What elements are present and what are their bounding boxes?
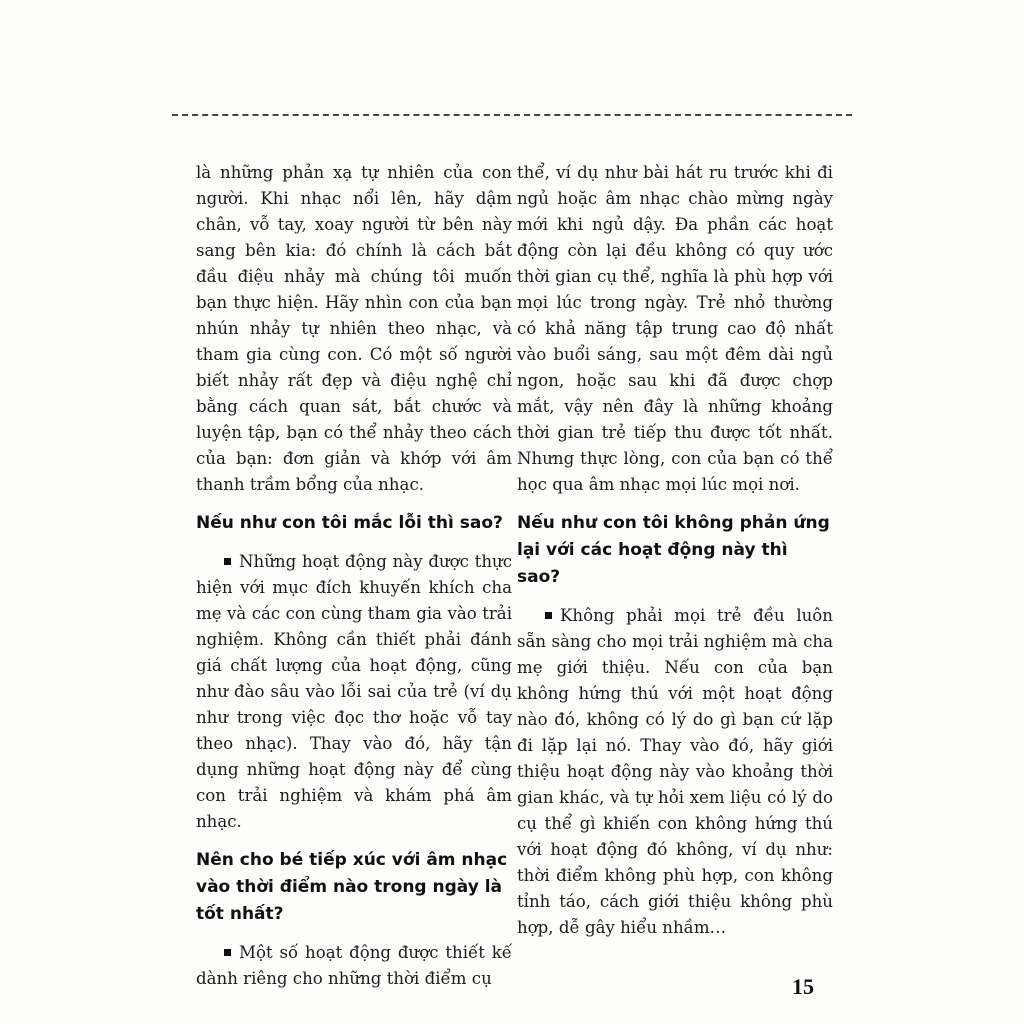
left-heading-mistakes: Nếu như con tôi mắc lỗi thì sao?	[196, 513, 503, 533]
page-number: 15	[792, 974, 814, 999]
left-bullet-text-2: Một số hoạt động được thiết kế dành riêng cho những thời điểm cụ	[196, 943, 512, 988]
right-column	[517, 160, 833, 941]
square-bullet-icon	[224, 558, 231, 565]
header-dashed-rule	[172, 114, 852, 116]
left-column	[196, 160, 512, 992]
square-bullet-icon	[545, 612, 552, 619]
left-bullet-paragraph-1	[196, 549, 512, 835]
left-heading-best-time: Nên cho bé tiếp xúc với âm nhạc vào thời điểm nào trong ngày là tốt nhất?	[196, 850, 508, 924]
left-bullet-paragraph-2	[196, 940, 512, 992]
square-bullet-icon	[224, 949, 231, 956]
left-intro-paragraph: là những phản xạ tự nhiên của con người. Khi nhạc nổi lên, hãy dậm chân, vỗ tay, xoay người từ bên này sang bên kia: đó chính là cách bắt đầu điệu nhảy mà chúng tôi muốn bạn thực hiện. Hãy nhìn con của bạn nhún nhảy tự nhiên theo nhạc, và tham gia cùng con. Có một số người biết nhảy rất đẹp và điệu nghệ chỉ bằng cách quan sát, bắt chước và luyện tập, bạn có thể nhảy theo cách của bạn: đơn giản và khớp với âm thanh trầm bổng của nhạc.	[196, 163, 512, 494]
right-bullet-paragraph-1	[517, 603, 833, 941]
right-intro-paragraph: thể, ví dụ như bài hát ru trước khi đi ngủ hoặc âm nhạc chào mừng ngày mới khi ngủ dậy. Đa phần các hoạt động còn lại đều không có quy ước thời gian cụ thể, nghĩa là phù hợp với mọi lúc trong ngày. Trẻ nhỏ thường có khả năng tập trung cao độ nhất vào buổi sáng, sau một đêm dài ngủ ngon, hoặc sau khi đã được chợp mắt, vậy nên đây là những khoảng thời gian trẻ tiếp thu được tốt nhất. Nhưng thực lòng, con của bạn có thể học qua âm nhạc mọi lúc mọi nơi.	[517, 163, 833, 494]
right-bullet-text-1: Không phải mọi trẻ đều luôn sẵn sàng cho mọi trải nghiệm mà cha mẹ giới thiệu. Nếu con của bạn không hứng thú với một hoạt động nào đó, không có lý do gì bạn cứ lặp đi lặp lại nó. Thay vào đó, hãy giới thiệu hoạt động này vào khoảng thời gian khác, và tự hỏi xem liệu có lý do cụ thể gì khiến con không hứng thú với hoạt động đó không, ví dụ như: thời điểm không phù hợp, con không tỉnh táo, cách giới thiệu không phù hợp, dễ gây hiểu nhầm…	[517, 606, 833, 937]
left-bullet-text-1: Những hoạt động này được thực hiện với mục đích khuyến khích cha mẹ và các con cùng tham gia vào trải nghiệm. Không cần thiết phải đánh giá chất lượng của hoạt động, cũng như đào sâu vào lỗi sai của trẻ (ví dụ như trong việc đọc thơ hoặc vỗ tay theo nhạc). Thay vào đó, hãy tận dụng những hoạt động này để cùng con trải nghiệm và khám phá âm nhạc.	[196, 552, 512, 831]
right-heading-no-response: Nếu như con tôi không phản ứng lại với các hoạt động này thì sao?	[517, 513, 830, 587]
